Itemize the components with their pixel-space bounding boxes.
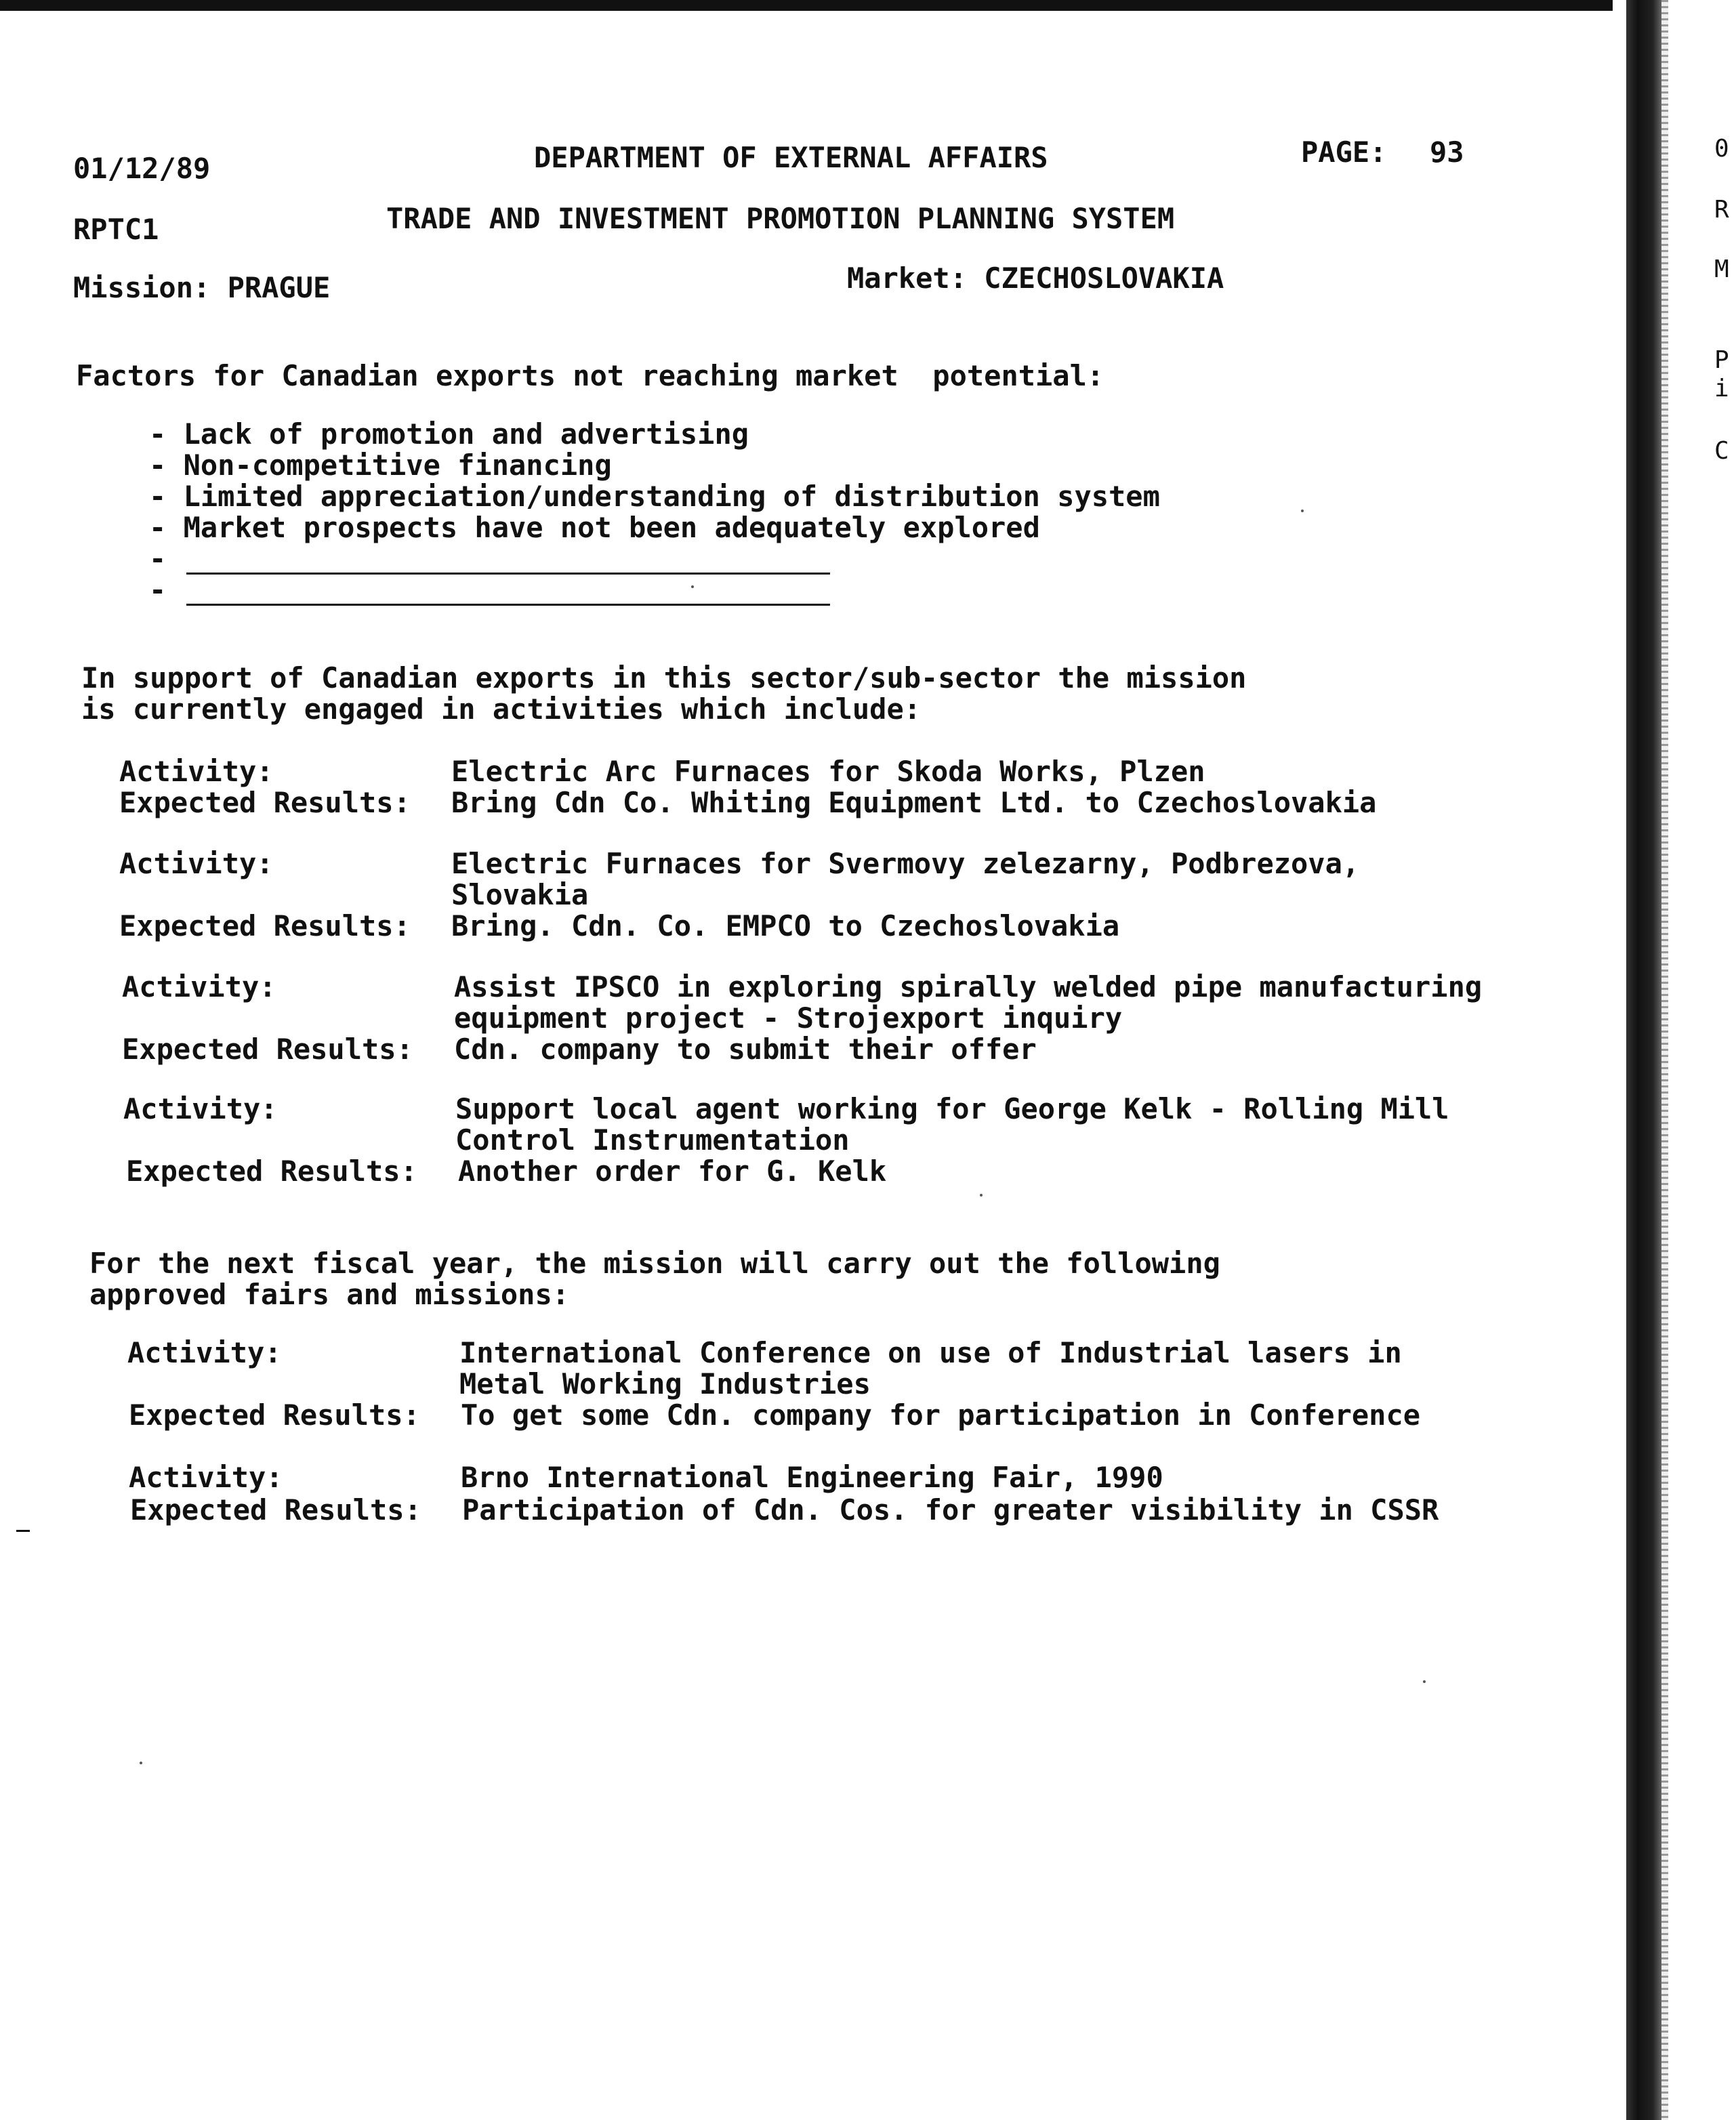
activity-text: Assist IPSCO in exploring spirally welded pipe manufacturing equipment project - Strojexport inquiry [454,970,1483,1035]
bleed-char: P [1714,346,1729,374]
expected-results-row [122,1034,1037,1065]
expected-results-label: Expected Results: [126,1155,417,1188]
expected-results-label: Expected Results: [119,909,411,942]
activity-text: Support local agent working for George Kelk - Rolling Mill Control Instrumentation [455,1092,1449,1157]
report-date: 01/12/89 [73,152,211,185]
blank-factor-line [149,543,1160,575]
expected-results-text: Participation of Cdn. Cos. for greater visibility in CSSR [462,1493,1439,1526]
activity-text: Electric Arc Furnaces for Skoda Works, Plzen [451,755,1205,788]
expected-results-row [119,787,1376,818]
factor-item: - Non-competitive financing [149,449,612,482]
scan-speck [691,585,694,588]
blank-dash: - [149,542,167,575]
expected-results-label: Expected Results: [129,1398,420,1432]
market-label: Market: CZECHOSLOVAKIA [847,262,1224,295]
factor-item: - Limited appreciation/understanding of distribution system [149,480,1160,513]
current-intro-line1: In support of Canadian exports in this sector/sub-sector the mission [81,661,1247,694]
activity-text: Electric Furnaces for Svermovy zelezarny, Podbrezova, Slovakia [451,847,1360,911]
mission-label: Mission: PRAGUE [73,271,331,304]
blank-dash: - [149,573,167,606]
activity-label: Activity: [119,847,274,880]
bleed-char: 0 [1714,135,1729,163]
blank-factor-line [149,575,1160,606]
activity-label: Activity: [127,1336,282,1369]
bleed-char: R [1714,196,1729,224]
activity-row [122,972,1482,1034]
activity-label: Activity: [119,755,274,788]
blank-rule [186,583,830,606]
scan-speck [1301,510,1304,512]
activity-label: Activity: [129,1461,283,1494]
margin-mark [16,1530,30,1532]
expected-results-row [129,1400,1420,1431]
factor-item: - Lack of promotion and advertising [149,417,749,451]
expected-results-text: Cdn. company to submit their offer [454,1033,1037,1066]
system-title: TRADE AND INVESTMENT PROMOTION PLANNING SYSTEM [386,202,1175,235]
current-intro-line2: is currently engaged in activities which include: [81,692,922,726]
department-title: DEPARTMENT OF EXTERNAL AFFAIRS [534,141,1048,174]
expected-results-label: Expected Results: [122,1033,413,1066]
expected-results-text: Another order for G. Kelk [458,1155,887,1188]
activity-row [127,1337,1402,1400]
expected-results-text: To get some Cdn. company for participation in Conference [461,1398,1421,1432]
binding-shadow [1626,0,1664,2120]
expected-results-row [130,1495,1439,1526]
expected-results-text: Bring Cdn Co. Whiting Equipment Ltd. to Czechoslovakia [451,786,1377,819]
activity-label: Activity: [123,1092,278,1125]
activity-label: Activity: [122,970,276,1003]
activity-row [119,848,1359,911]
expected-results-text: Bring. Cdn. Co. EMPCO to Czechoslovakia [451,909,1120,942]
page-label: PAGE: [1301,136,1387,169]
bleed-char: M [1714,255,1729,283]
activity-row [129,1462,1163,1493]
page-number: 93 [1430,136,1464,169]
bleed-char: i [1714,375,1729,402]
expected-results-label: Expected Results: [130,1493,421,1526]
activity-text: International Conference on use of Industrial lasers in Metal Working Industries [459,1336,1402,1400]
expected-results-row [126,1156,886,1187]
scan-speck [1423,1680,1426,1683]
bleed-char: C [1714,437,1729,465]
scan-speck [140,1762,142,1764]
next-year-intro-line2: approved fairs and missions: [89,1278,570,1311]
factor-item: - Market prospects have not been adequately explored [149,511,1040,544]
expected-results-row [119,911,1119,942]
activity-row [123,1094,1449,1156]
activity-row [119,756,1205,787]
blank-rule [186,552,830,575]
expected-results-label: Expected Results: [119,786,411,819]
scan-speck [980,1194,983,1197]
next-year-intro-line1: For the next fiscal year, the mission will carry out the following [89,1247,1220,1280]
factors-heading: Factors for Canadian exports not reaching market potential: [76,359,1104,392]
factors-list [149,419,1160,606]
activity-text: Brno International Engineering Fair, 1990 [461,1461,1163,1494]
report-code: RPTC1 [73,213,159,246]
